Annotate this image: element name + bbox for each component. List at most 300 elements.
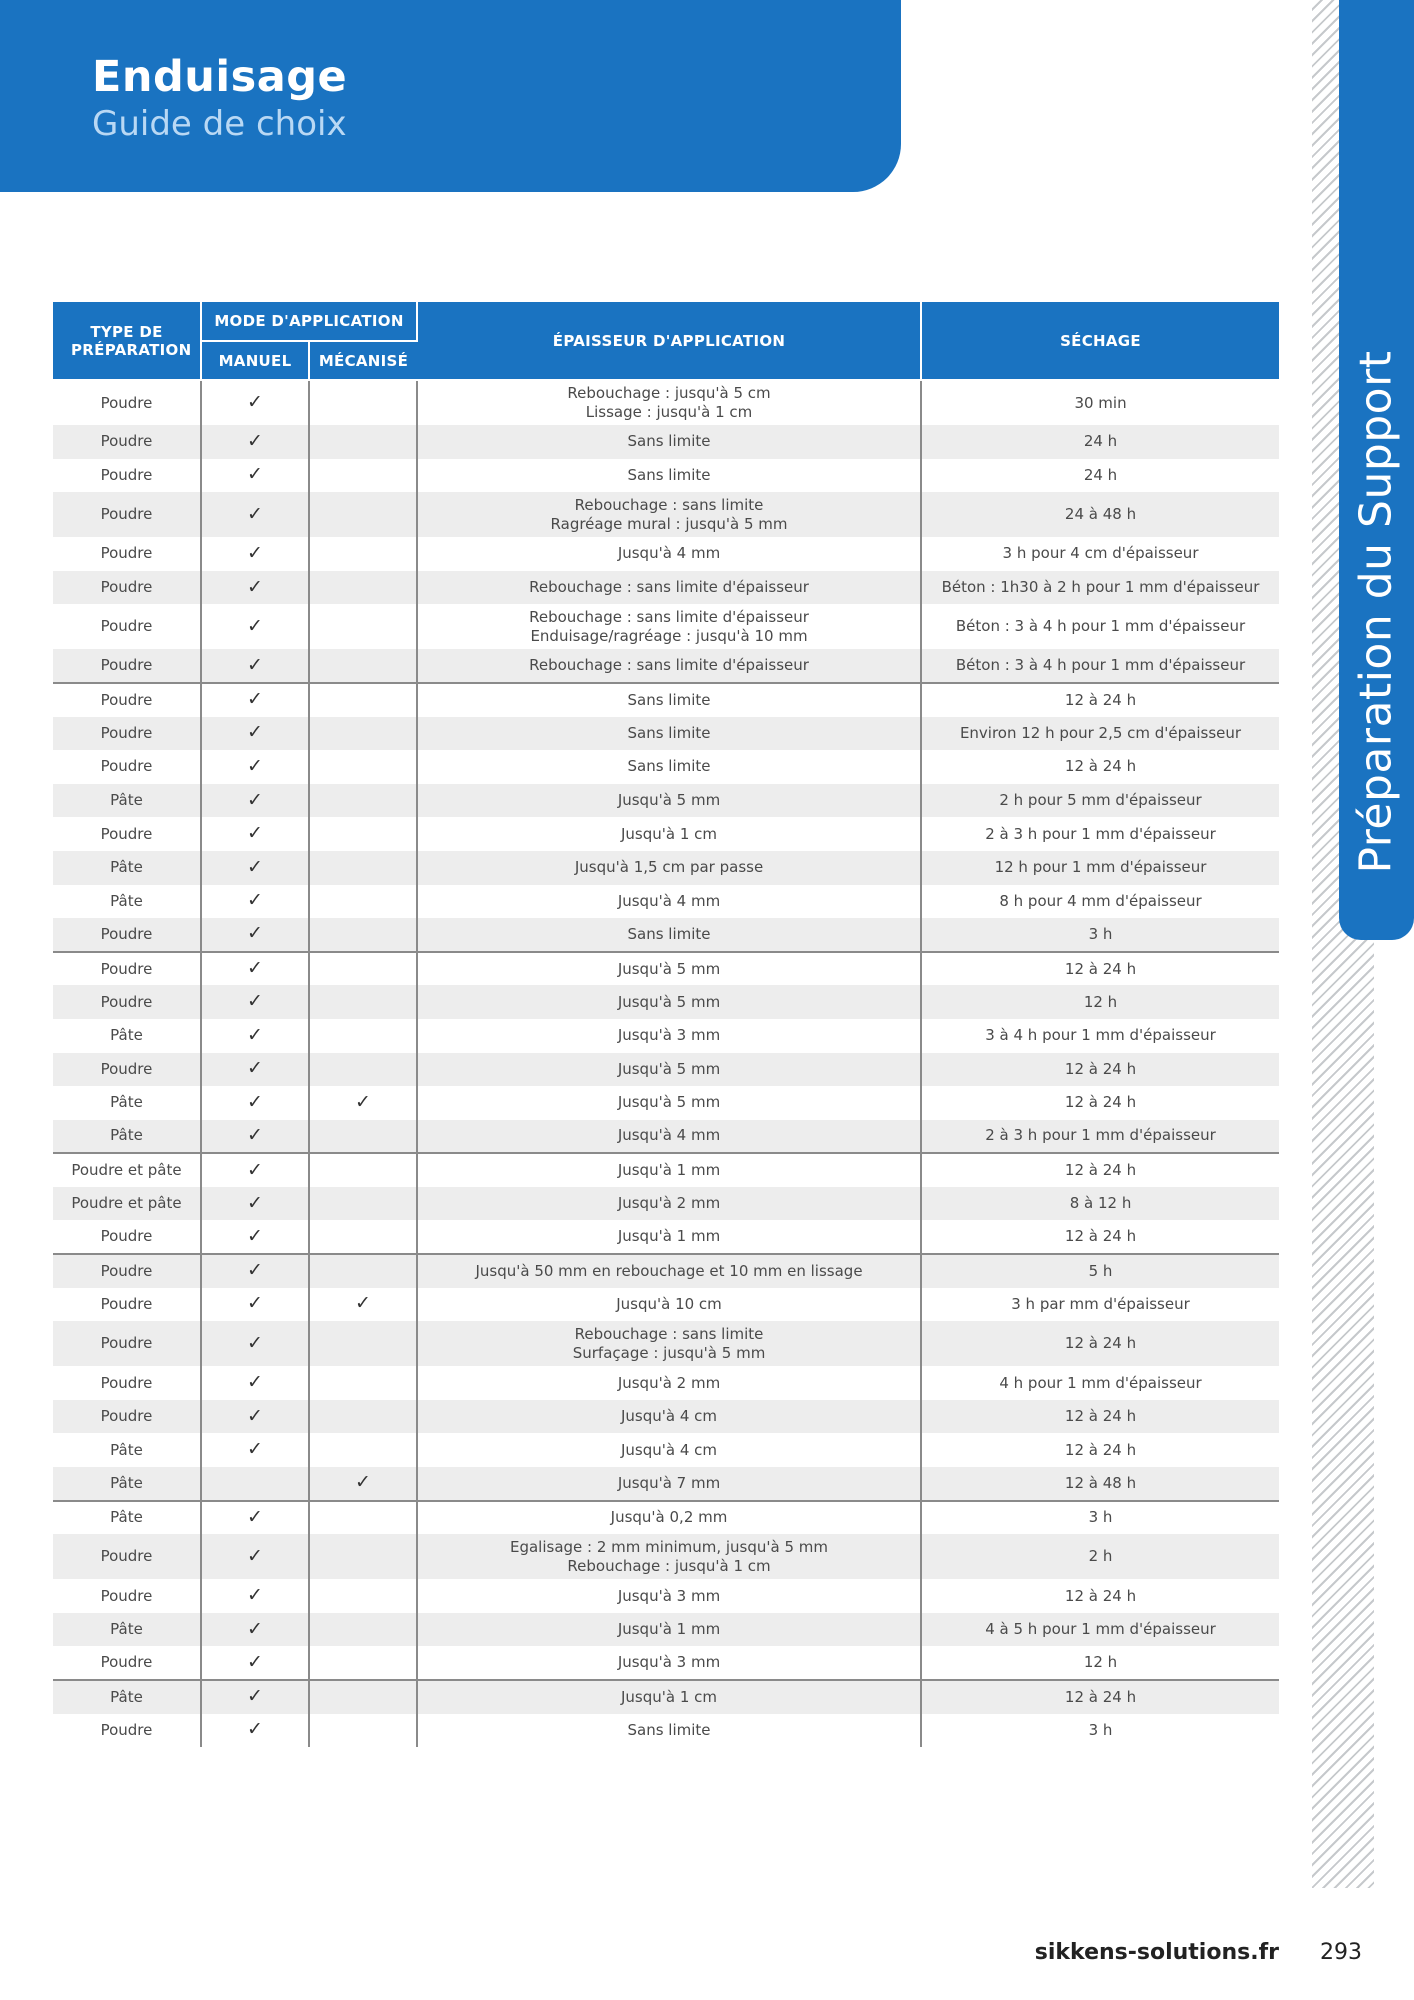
checkmark-icon: ✓: [247, 429, 263, 452]
checkmark-icon: ✓: [247, 822, 263, 845]
cell-manuel: [201, 537, 309, 571]
checkmark-icon: ✓: [247, 1259, 263, 1282]
cell-sechage: Béton : 3 à 4 h pour 1 mm d'épaisseur: [921, 649, 1279, 683]
cell-mecanise: [309, 1019, 417, 1053]
checkmark-icon: ✓: [247, 575, 263, 598]
cell-sechage: 3 h: [1088, 1720, 1113, 1739]
cell-type: Poudre: [53, 425, 201, 459]
table-row: [53, 717, 1279, 751]
cell-type: Poudre: [53, 717, 201, 751]
cell-mecanise: [309, 380, 417, 425]
selection-guide-table: [53, 302, 1279, 1747]
page-number: 293: [1320, 1940, 1362, 1965]
cell-mecanise: [309, 425, 417, 459]
cell-type: Poudre: [53, 571, 201, 605]
epaisseur-line: Jusqu'à 3 mm: [617, 1026, 721, 1045]
cell-manuel: [201, 1187, 309, 1221]
cell-manuel: [201, 918, 309, 952]
checkmark-icon: ✓: [247, 990, 263, 1013]
cell-sechage: 12 à 24 h: [1064, 1586, 1137, 1605]
cell-mecanise: [309, 649, 417, 683]
cell-manuel: [201, 1120, 309, 1154]
cell-epaisseur: [417, 1366, 921, 1400]
section-tab-label: Préparation du Support: [1350, 350, 1402, 874]
cell-mecanise: [309, 1467, 417, 1501]
cell-manuel: [201, 380, 309, 425]
cell-epaisseur: [417, 817, 921, 851]
table-row: [53, 817, 1279, 851]
checkmark-icon: ✓: [247, 1158, 263, 1181]
cell-type: Pâte: [53, 1680, 201, 1714]
table-row: [53, 1321, 1279, 1366]
checkmark-icon: ✓: [247, 1685, 263, 1708]
cell-epaisseur: [417, 1534, 921, 1579]
cell-type: Poudre: [53, 1714, 201, 1748]
cell-sechage: 12 à 24 h: [921, 1400, 1279, 1434]
cell-mecanise: [309, 1646, 417, 1680]
cell-mecanise: [309, 784, 417, 818]
checkmark-icon: ✓: [247, 1617, 263, 1640]
epaisseur-line: Jusqu'à 4 cm: [621, 1440, 718, 1459]
cell-epaisseur: [417, 952, 921, 986]
cell-sechage: 12 h pour 1 mm d'épaisseur: [921, 851, 1279, 885]
cell-sechage: 8 h pour 4 mm d'épaisseur: [999, 891, 1202, 910]
cell-manuel: [201, 1220, 309, 1254]
cell-mecanise: [309, 459, 417, 493]
epaisseur-line: Jusqu'à 1 mm: [617, 1161, 721, 1180]
cell-manuel: [201, 750, 309, 784]
cell-manuel: [201, 683, 309, 717]
cell-manuel: [201, 1433, 309, 1467]
cell-manuel: [201, 604, 309, 649]
cell-type: Poudre: [53, 1321, 201, 1366]
cell-manuel: [201, 1646, 309, 1680]
checkmark-icon: ✓: [247, 1718, 263, 1741]
cell-epaisseur: [417, 1680, 921, 1714]
cell-manuel: [201, 1254, 309, 1288]
table-row: [53, 750, 1279, 784]
epaisseur-line: Ragréage mural : jusqu'à 5 mm: [550, 514, 788, 533]
header-type: TYPE DE PRÉPARATION: [53, 302, 201, 380]
cell-sechage: 24 à 48 h: [921, 492, 1279, 537]
cell-sechage: 12 à 24 h: [921, 1153, 1279, 1187]
cell-epaisseur: [417, 1254, 921, 1288]
checkmark-icon: ✓: [247, 1090, 263, 1113]
epaisseur-line: Jusqu'à 4 mm: [617, 891, 721, 910]
table-row: [53, 1120, 1279, 1154]
cell-mecanise: [309, 1433, 417, 1467]
cell-sechage: 30 min: [1074, 393, 1127, 412]
cell-type: Poudre: [53, 1366, 201, 1400]
epaisseur-line: Enduisage/ragréage : jusqu'à 10 mm: [530, 626, 808, 645]
cell-sechage: 4 h pour 1 mm d'épaisseur: [999, 1373, 1202, 1392]
cell-epaisseur: [417, 885, 921, 919]
cell-mecanise: [309, 1613, 417, 1647]
cell-sechage: 12 à 24 h: [921, 952, 1279, 986]
header-sechage: SÉCHAGE: [921, 302, 1279, 380]
cell-manuel: [201, 459, 309, 493]
cell-mecanise: [309, 1534, 417, 1579]
cell-type: Poudre: [53, 1053, 201, 1087]
cell-manuel: [201, 1053, 309, 1087]
cell-type: Poudre: [53, 1646, 201, 1680]
table-row: [53, 683, 1279, 717]
cell-type: Pâte: [53, 784, 201, 818]
cell-type: Poudre: [53, 750, 201, 784]
cell-mecanise: [309, 1086, 417, 1120]
table-row: [53, 1400, 1279, 1434]
cell-mecanise: [309, 1120, 417, 1154]
cell-mecanise: [309, 750, 417, 784]
cell-sechage: Béton : 3 à 4 h pour 1 mm d'épaisseur: [955, 617, 1246, 636]
cell-epaisseur: [417, 1433, 921, 1467]
cell-mecanise: [309, 1187, 417, 1221]
cell-sechage: Environ 12 h pour 2,5 cm d'épaisseur: [921, 717, 1279, 751]
checkmark-icon: ✓: [247, 463, 263, 486]
cell-manuel: [201, 784, 309, 818]
cell-type: Pâte: [53, 1433, 201, 1467]
cell-manuel: [201, 1321, 309, 1366]
epaisseur-line: Sans limite: [627, 1720, 711, 1739]
checkmark-icon: ✓: [247, 1650, 263, 1673]
cell-manuel: [201, 425, 309, 459]
table-row: [53, 1288, 1279, 1322]
cell-mecanise: [309, 1579, 417, 1613]
cell-type: Poudre: [53, 537, 201, 571]
epaisseur-line: Jusqu'à 2 mm: [617, 1373, 721, 1392]
cell-epaisseur: [417, 1086, 921, 1120]
epaisseur-line: Rebouchage : jusqu'à 5 cm: [567, 384, 771, 402]
checkmark-icon: ✓: [247, 541, 263, 564]
cell-epaisseur: [417, 492, 921, 537]
checkmark-icon: ✓: [247, 614, 263, 637]
table-row: [53, 985, 1279, 1019]
cell-type: Poudre: [53, 952, 201, 986]
table-row: [53, 1680, 1279, 1714]
checkmark-icon: ✓: [247, 1404, 263, 1427]
cell-sechage: 12 à 24 h: [921, 683, 1279, 717]
cell-sechage: 2 h pour 5 mm d'épaisseur: [921, 784, 1279, 818]
checkmark-icon: ✓: [247, 1023, 263, 1046]
cell-manuel: [201, 1153, 309, 1187]
table-row: [53, 918, 1279, 952]
epaisseur-line: Jusqu'à 5 mm: [617, 959, 721, 978]
epaisseur-line: Jusqu'à 3 mm: [617, 1586, 721, 1605]
cell-mecanise: [309, 1366, 417, 1400]
table-row: [53, 571, 1279, 605]
cell-sechage: 12 à 24 h: [921, 1680, 1279, 1714]
cell-type: Pâte: [53, 1613, 201, 1647]
epaisseur-line: Sans limite: [627, 432, 711, 451]
checkmark-icon: ✓: [247, 502, 263, 525]
selection-guide-table-container: [53, 302, 1279, 1747]
epaisseur-line: Sans limite: [627, 723, 711, 742]
cell-epaisseur: [417, 604, 921, 649]
cell-manuel: [201, 952, 309, 986]
cell-manuel: [201, 1400, 309, 1434]
epaisseur-line: Sans limite: [627, 757, 711, 776]
table-row: [53, 885, 1279, 919]
cell-epaisseur: [417, 1288, 921, 1322]
table-row: [53, 1019, 1279, 1053]
cell-type: Pâte: [53, 1120, 201, 1154]
cell-epaisseur: [417, 1220, 921, 1254]
cell-type: Poudre: [53, 492, 201, 537]
epaisseur-line: Sans limite: [627, 690, 711, 709]
table-row: [53, 784, 1279, 818]
cell-mecanise: [309, 1400, 417, 1434]
checkmark-icon: ✓: [247, 1371, 263, 1394]
table-row: [53, 1254, 1279, 1288]
epaisseur-line: Rebouchage : sans limite: [574, 1324, 764, 1343]
cell-type: Poudre: [53, 649, 201, 683]
table-header-row: [53, 302, 1279, 341]
cell-manuel: [201, 1613, 309, 1647]
table-row: [53, 1086, 1279, 1120]
checkmark-icon: ✓: [355, 1471, 371, 1494]
cell-mecanise: [309, 1501, 417, 1535]
table-row: [53, 1579, 1279, 1613]
cell-manuel: [201, 1019, 309, 1053]
table-row: [53, 537, 1279, 571]
cell-epaisseur: [417, 649, 921, 683]
epaisseur-line: Egalisage : 2 mm minimum, jusqu'à 5 mm: [509, 1537, 829, 1556]
cell-epaisseur: [417, 537, 921, 571]
cell-mecanise: [309, 817, 417, 851]
cell-type: Pâte: [53, 1501, 201, 1535]
cell-manuel: [201, 1680, 309, 1714]
header-epaisseur: ÉPAISSEUR D'APPLICATION: [417, 302, 921, 380]
checkmark-icon: ✓: [247, 788, 263, 811]
table-row: [53, 1366, 1279, 1400]
checkmark-icon: ✓: [247, 1505, 263, 1528]
epaisseur-line: Jusqu'à 7 mm: [617, 1473, 721, 1492]
cell-manuel: [201, 885, 309, 919]
table-row: [53, 425, 1279, 459]
cell-sechage: 2 à 3 h pour 1 mm d'épaisseur: [985, 824, 1216, 843]
cell-type: Poudre: [53, 1220, 201, 1254]
epaisseur-line: Jusqu'à 10 cm: [616, 1294, 722, 1313]
cell-type: Poudre et pâte: [53, 1153, 201, 1187]
table-row: [53, 380, 1279, 425]
cell-type: Poudre: [53, 1288, 201, 1322]
epaisseur-line: Jusqu'à 1 cm: [621, 1687, 718, 1706]
epaisseur-line: Jusqu'à 5 mm: [617, 1093, 721, 1112]
epaisseur-line: Sans limite: [627, 465, 711, 484]
checkmark-icon: ✓: [247, 1331, 263, 1354]
cell-mecanise: [309, 1153, 417, 1187]
checkmark-icon: ✓: [247, 957, 263, 980]
cell-type: Pâte: [53, 885, 201, 919]
cell-sechage: 12 à 24 h: [1064, 1227, 1137, 1246]
cell-sechage: 12 h: [921, 985, 1279, 1019]
epaisseur-line: Jusqu'à 50 mm en rebouchage et 10 mm en lissage: [475, 1261, 863, 1280]
cell-sechage: 12 à 24 h: [1064, 757, 1137, 776]
cell-sechage: 3 à 4 h pour 1 mm d'épaisseur: [985, 1026, 1216, 1045]
checkmark-icon: ✓: [247, 1544, 263, 1567]
cell-manuel: [201, 1534, 309, 1579]
checkmark-icon: ✓: [247, 1123, 263, 1146]
cell-type: Poudre: [53, 380, 201, 425]
header-mode: MODE D'APPLICATION: [201, 302, 417, 341]
epaisseur-line: Jusqu'à 1 cm: [621, 824, 718, 843]
table-row: [53, 492, 1279, 537]
cell-mecanise: [309, 1321, 417, 1366]
cell-epaisseur: [417, 1053, 921, 1087]
cell-type: Poudre: [53, 1254, 201, 1288]
cell-sechage: 12 à 24 h: [1064, 1093, 1137, 1112]
cell-mecanise: [309, 571, 417, 605]
cell-sechage: 3 h pour 4 cm d'épaisseur: [1002, 544, 1199, 563]
epaisseur-line: Rebouchage : sans limite d'épaisseur: [529, 656, 809, 675]
cell-mecanise: [309, 1220, 417, 1254]
cell-type: Poudre: [53, 604, 201, 649]
cell-sechage: 12 h: [1083, 1653, 1118, 1672]
checkmark-icon: ✓: [247, 754, 263, 777]
epaisseur-line: Jusqu'à 1 mm: [617, 1620, 721, 1639]
cell-type: Poudre et pâte: [53, 1187, 201, 1221]
cell-type: Poudre: [53, 918, 201, 952]
epaisseur-line: Rebouchage : jusqu'à 1 cm: [567, 1556, 771, 1575]
cell-sechage: 2 h: [921, 1534, 1279, 1579]
cell-epaisseur: [417, 1019, 921, 1053]
cell-manuel: [201, 1579, 309, 1613]
cell-type: Pâte: [53, 1019, 201, 1053]
cell-mecanise: [309, 492, 417, 537]
epaisseur-line: Jusqu'à 0,2 mm: [610, 1508, 728, 1527]
table-row: [53, 1501, 1279, 1535]
cell-manuel: [201, 1288, 309, 1322]
cell-sechage: 12 à 24 h: [921, 1053, 1279, 1087]
cell-sechage: 5 h: [921, 1254, 1279, 1288]
checkmark-icon: ✓: [247, 653, 263, 676]
cell-sechage: 3 h: [921, 918, 1279, 952]
table-row: [53, 1220, 1279, 1254]
checkmark-icon: ✓: [247, 1438, 263, 1461]
epaisseur-line: Jusqu'à 3 mm: [617, 1653, 721, 1672]
cell-epaisseur: [417, 918, 921, 952]
cell-epaisseur: [417, 1321, 921, 1366]
cell-epaisseur: [417, 1579, 921, 1613]
cell-epaisseur: [417, 1714, 921, 1748]
epaisseur-line: Rebouchage : sans limite: [574, 495, 764, 514]
header-manuel: MANUEL: [201, 341, 309, 380]
cell-mecanise: [309, 1254, 417, 1288]
checkmark-icon: ✓: [247, 855, 263, 878]
cell-epaisseur: [417, 1501, 921, 1535]
header-mecanise: MÉCANISÉ: [309, 341, 417, 380]
cell-manuel: [201, 1467, 309, 1501]
cell-manuel: [201, 717, 309, 751]
cell-sechage: 3 h: [921, 1501, 1279, 1535]
cell-epaisseur: [417, 459, 921, 493]
cell-type: Pâte: [53, 1467, 201, 1501]
cell-manuel: [201, 817, 309, 851]
table-body: [53, 380, 1279, 1747]
cell-mecanise: [309, 717, 417, 751]
checkmark-icon: ✓: [247, 922, 263, 945]
epaisseur-line: Jusqu'à 5 mm: [617, 1059, 721, 1078]
cell-mecanise: [309, 952, 417, 986]
cell-sechage: 2 à 3 h pour 1 mm d'épaisseur: [921, 1120, 1279, 1154]
cell-type: Poudre: [53, 985, 201, 1019]
epaisseur-line: Jusqu'à 1 mm: [617, 1227, 721, 1246]
cell-epaisseur: [417, 1400, 921, 1434]
cell-epaisseur: [417, 425, 921, 459]
epaisseur-line: Jusqu'à 4 mm: [617, 1126, 721, 1145]
checkmark-icon: ✓: [247, 1584, 263, 1607]
checkmark-icon: ✓: [247, 1224, 263, 1247]
cell-epaisseur: [417, 750, 921, 784]
epaisseur-line: Jusqu'à 4 mm: [617, 544, 721, 563]
cell-mecanise: [309, 1053, 417, 1087]
checkmark-icon: ✓: [355, 1090, 371, 1113]
cell-type: Poudre: [53, 683, 201, 717]
checkmark-icon: ✓: [247, 391, 263, 413]
cell-manuel: [201, 1366, 309, 1400]
cell-epaisseur: [417, 1120, 921, 1154]
header-banner: [0, 0, 901, 192]
cell-manuel: [201, 1086, 309, 1120]
cell-manuel: [201, 1714, 309, 1748]
cell-manuel: [201, 985, 309, 1019]
table-row: [53, 1153, 1279, 1187]
cell-epaisseur: [417, 1153, 921, 1187]
cell-type: Pâte: [53, 851, 201, 885]
cell-epaisseur: [417, 784, 921, 818]
checkmark-icon: ✓: [247, 1057, 263, 1080]
table-row: [53, 604, 1279, 649]
cell-epaisseur: [417, 1646, 921, 1680]
epaisseur-line: Surfaçage : jusqu'à 5 mm: [572, 1343, 766, 1362]
cell-sechage: 12 à 48 h: [921, 1467, 1279, 1501]
cell-epaisseur: [417, 683, 921, 717]
checkmark-icon: ✓: [355, 1292, 371, 1315]
cell-sechage: 8 à 12 h: [921, 1187, 1279, 1221]
cell-epaisseur: [417, 851, 921, 885]
cell-type: Poudre: [53, 1579, 201, 1613]
table-row: [53, 1433, 1279, 1467]
page-title: Enduisage: [92, 52, 348, 102]
table-row: [53, 649, 1279, 683]
cell-mecanise: [309, 851, 417, 885]
cell-mecanise: [309, 604, 417, 649]
table-row: [53, 1187, 1279, 1221]
checkmark-icon: ✓: [247, 721, 263, 744]
cell-manuel: [201, 492, 309, 537]
epaisseur-line: Jusqu'à 5 mm: [617, 791, 721, 810]
cell-sechage: 12 à 24 h: [1064, 1440, 1137, 1459]
cell-type: Poudre: [53, 817, 201, 851]
table-row: [53, 851, 1279, 885]
table-row: [53, 1467, 1279, 1501]
cell-manuel: [201, 851, 309, 885]
cell-epaisseur: [417, 380, 921, 425]
cell-type: Poudre: [53, 1534, 201, 1579]
epaisseur-line: Jusqu'à 5 mm: [617, 992, 721, 1011]
table-row: [53, 1714, 1279, 1748]
checkmark-icon: ✓: [247, 688, 263, 711]
cell-mecanise: [309, 885, 417, 919]
epaisseur-line: Rebouchage : sans limite d'épaisseur: [529, 578, 809, 597]
epaisseur-line: Sans limite: [627, 924, 711, 943]
cell-mecanise: [309, 537, 417, 571]
cell-mecanise: [309, 985, 417, 1019]
epaisseur-line: Rebouchage : sans limite d'épaisseur: [529, 607, 809, 626]
epaisseur-line: Jusqu'à 4 cm: [621, 1407, 718, 1426]
cell-sechage: Béton : 1h30 à 2 h pour 1 mm d'épaisseur: [921, 571, 1279, 605]
checkmark-icon: ✓: [247, 889, 263, 912]
